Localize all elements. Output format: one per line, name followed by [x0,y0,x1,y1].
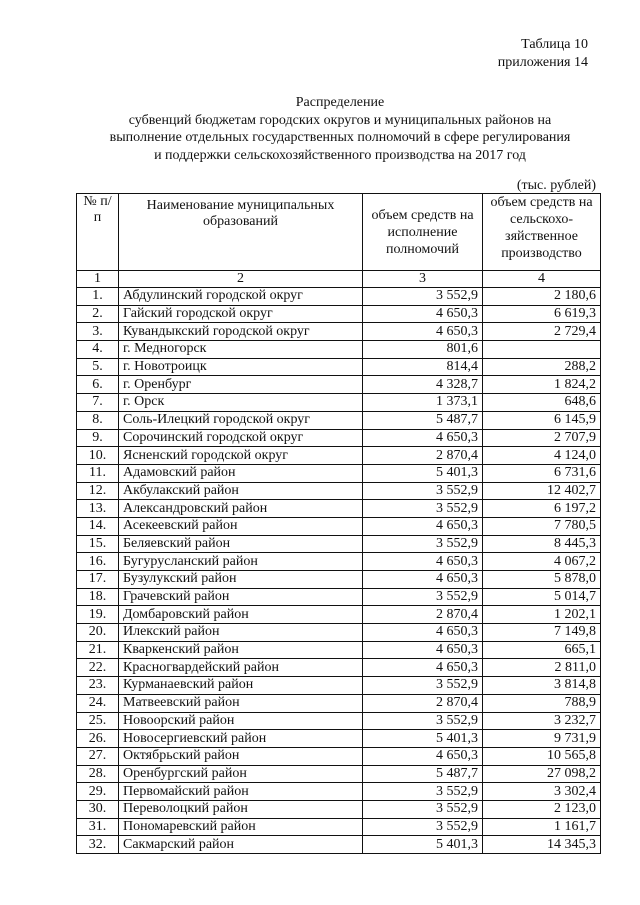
powers-amount: 5 401,3 [363,836,483,854]
ref-line-2: приложения 14 [497,55,588,70]
agriculture-amount: 788,9 [483,694,601,712]
table-row [77,500,601,518]
municipality-name: Переволоцкий район [119,800,363,818]
row-number: 32. [77,836,119,854]
row-number: 7. [77,394,119,412]
municipality-name: Красногвардейский район [119,659,363,677]
municipality-name: Адамовский район [119,464,363,482]
column-number: 4 [483,271,601,288]
title-line-1: Распределение [295,95,385,110]
ref-line-1: Таблица 10 [521,37,588,52]
column-header-agriculture: объем средств на сельскохо-зяйственное производство [483,194,601,271]
row-number: 9. [77,429,119,447]
table-row [77,747,601,765]
table-row [77,641,601,659]
municipality-name: Бузулукский район [119,571,363,589]
table-row [77,588,601,606]
table-row [77,341,601,359]
row-number: 16. [77,553,119,571]
table-row [77,429,601,447]
column-header-powers: объем средств на исполнение полномочий [363,194,483,271]
agriculture-amount: 4 124,0 [483,447,601,465]
row-number: 6. [77,376,119,394]
row-number: 4. [77,341,119,359]
powers-amount: 4 650,3 [363,747,483,765]
row-number: 18. [77,588,119,606]
agriculture-amount: 27 098,2 [483,765,601,783]
agriculture-amount: 6 731,6 [483,464,601,482]
municipality-name: Абдулинский городской округ [119,288,363,306]
municipality-name: Грачевский район [119,588,363,606]
agriculture-amount: 7 780,5 [483,517,601,535]
agriculture-amount: 2 707,9 [483,429,601,447]
row-number: 14. [77,517,119,535]
table-row [77,694,601,712]
row-number: 25. [77,712,119,730]
powers-amount: 4 650,3 [363,659,483,677]
municipality-name: Курманаевский район [119,677,363,695]
table-row [77,818,601,836]
column-header-number: № п/п [77,194,119,271]
table-row [77,517,601,535]
row-number: 26. [77,730,119,748]
row-number: 13. [77,500,119,518]
table-row [77,783,601,801]
row-number: 12. [77,482,119,500]
row-number: 2. [77,305,119,323]
row-number: 30. [77,800,119,818]
municipality-name: Оренбургский район [119,765,363,783]
agriculture-amount: 14 345,3 [483,836,601,854]
table-row [77,836,601,854]
row-number: 8. [77,411,119,429]
column-number: 2 [119,271,363,288]
powers-amount: 5 401,3 [363,730,483,748]
agriculture-amount: 6 145,9 [483,411,601,429]
agriculture-amount: 2 123,0 [483,800,601,818]
municipality-name: Новосергиевский район [119,730,363,748]
powers-amount: 3 552,9 [363,288,483,306]
table-row [77,535,601,553]
powers-amount: 5 487,7 [363,765,483,783]
agriculture-amount: 6 619,3 [483,305,601,323]
table-row [77,305,601,323]
municipality-name: Соль-Илецкий городской округ [119,411,363,429]
powers-amount: 3 552,9 [363,712,483,730]
municipality-name: Кваркенский район [119,641,363,659]
row-number: 20. [77,624,119,642]
powers-amount: 801,6 [363,341,483,359]
row-number: 22. [77,659,119,677]
table-row [77,800,601,818]
municipality-name: Сакмарский район [119,836,363,854]
powers-amount: 3 552,9 [363,500,483,518]
municipality-name: Домбаровский район [119,606,363,624]
agriculture-amount [483,341,601,359]
municipality-name: г. Новотроицк [119,358,363,376]
powers-amount: 4 650,3 [363,429,483,447]
powers-amount: 4 650,3 [363,323,483,341]
table-header-row [77,194,601,271]
agriculture-amount: 2 729,4 [483,323,601,341]
agriculture-amount: 2 180,6 [483,288,601,306]
row-number: 29. [77,783,119,801]
municipality-name: Гайский городской округ [119,305,363,323]
agriculture-amount: 665,1 [483,641,601,659]
row-number: 24. [77,694,119,712]
table-row [77,411,601,429]
table-body [77,288,601,854]
powers-amount: 4 650,3 [363,517,483,535]
unit-label: (тыс. рублей) [516,178,596,193]
table-row [77,659,601,677]
powers-amount: 2 870,4 [363,447,483,465]
municipality-name: Александровский район [119,500,363,518]
column-number: 1 [77,271,119,288]
row-number: 10. [77,447,119,465]
agriculture-amount: 3 814,8 [483,677,601,695]
powers-amount: 2 870,4 [363,606,483,624]
agriculture-amount: 2 811,0 [483,659,601,677]
row-number: 28. [77,765,119,783]
agriculture-amount: 5 014,7 [483,588,601,606]
municipality-name: Асекеевский район [119,517,363,535]
table-row [77,394,601,412]
table-row [77,730,601,748]
agriculture-amount: 12 402,7 [483,482,601,500]
powers-amount: 3 552,9 [363,535,483,553]
municipality-name: г. Медногорск [119,341,363,359]
municipality-name: Акбулакский район [119,482,363,500]
agriculture-amount: 1 202,1 [483,606,601,624]
municipality-name: Сорочинский городской округ [119,429,363,447]
powers-amount: 4 650,3 [363,641,483,659]
row-number: 19. [77,606,119,624]
agriculture-amount: 4 067,2 [483,553,601,571]
column-header-name: Наименование муниципальных образований [119,194,363,271]
table-row [77,464,601,482]
powers-amount: 3 552,9 [363,800,483,818]
powers-amount: 2 870,4 [363,694,483,712]
subsidy-table [76,193,601,854]
table-row [77,482,601,500]
row-number: 1. [77,288,119,306]
agriculture-amount: 10 565,8 [483,747,601,765]
table-row [77,624,601,642]
municipality-name: Ясненский городской округ [119,447,363,465]
powers-amount: 5 487,7 [363,411,483,429]
powers-amount: 3 552,9 [363,482,483,500]
column-number-row [77,271,601,288]
agriculture-amount: 5 878,0 [483,571,601,589]
table-row [77,358,601,376]
row-number: 3. [77,323,119,341]
municipality-name: Беляевский район [119,535,363,553]
table-row [77,288,601,306]
row-number: 27. [77,747,119,765]
municipality-name: Октябрьский район [119,747,363,765]
agriculture-amount: 7 149,8 [483,624,601,642]
agriculture-amount: 648,6 [483,394,601,412]
row-number: 17. [77,571,119,589]
row-number: 11. [77,464,119,482]
powers-amount: 4 650,3 [363,305,483,323]
table-row [77,447,601,465]
table-row [77,323,601,341]
municipality-name: Новоорский район [119,712,363,730]
table-row [77,765,601,783]
municipality-name: г. Оренбург [119,376,363,394]
table-row [77,571,601,589]
table-row [77,376,601,394]
powers-amount: 4 650,3 [363,624,483,642]
powers-amount: 3 552,9 [363,677,483,695]
powers-amount: 1 373,1 [363,394,483,412]
powers-amount: 4 650,3 [363,571,483,589]
row-number: 31. [77,818,119,836]
row-number: 5. [77,358,119,376]
title-line-4: и поддержки сельскохозяйственного производства на 2017 год [154,147,526,163]
municipality-name: г. Орск [119,394,363,412]
agriculture-amount: 288,2 [483,358,601,376]
municipality-name: Кувандыкский городской округ [119,323,363,341]
table-row [77,677,601,695]
powers-amount: 5 401,3 [363,464,483,482]
powers-amount: 4 650,3 [363,553,483,571]
row-number: 21. [77,641,119,659]
powers-amount: 3 552,9 [363,783,483,801]
agriculture-amount: 1 824,2 [483,376,601,394]
municipality-name: Первомайский район [119,783,363,801]
row-number: 15. [77,535,119,553]
municipality-name: Илекский район [119,624,363,642]
agriculture-amount: 6 197,2 [483,500,601,518]
powers-amount: 3 552,9 [363,588,483,606]
powers-amount: 814,4 [363,358,483,376]
row-number: 23. [77,677,119,695]
table-row [77,606,601,624]
municipality-name: Бугурусланский район [119,553,363,571]
table-row [77,553,601,571]
agriculture-amount: 3 302,4 [483,783,601,801]
municipality-name: Матвеевский район [119,694,363,712]
column-number: 3 [363,271,483,288]
table-reference [498,36,588,72]
agriculture-amount: 3 232,7 [483,712,601,730]
agriculture-amount: 8 445,3 [483,535,601,553]
powers-amount: 3 552,9 [363,818,483,836]
title-line-2: субвенций бюджетам городских округов и муниципальных районов на [128,112,552,128]
municipality-name: Пономаревский район [119,818,363,836]
agriculture-amount: 9 731,9 [483,730,601,748]
title-line-3: выполнение отдельных государственных полномочий в сфере регулирования [109,130,571,146]
agriculture-amount: 1 161,7 [483,818,601,836]
table-row [77,712,601,730]
document-title [60,94,620,164]
powers-amount: 4 328,7 [363,376,483,394]
